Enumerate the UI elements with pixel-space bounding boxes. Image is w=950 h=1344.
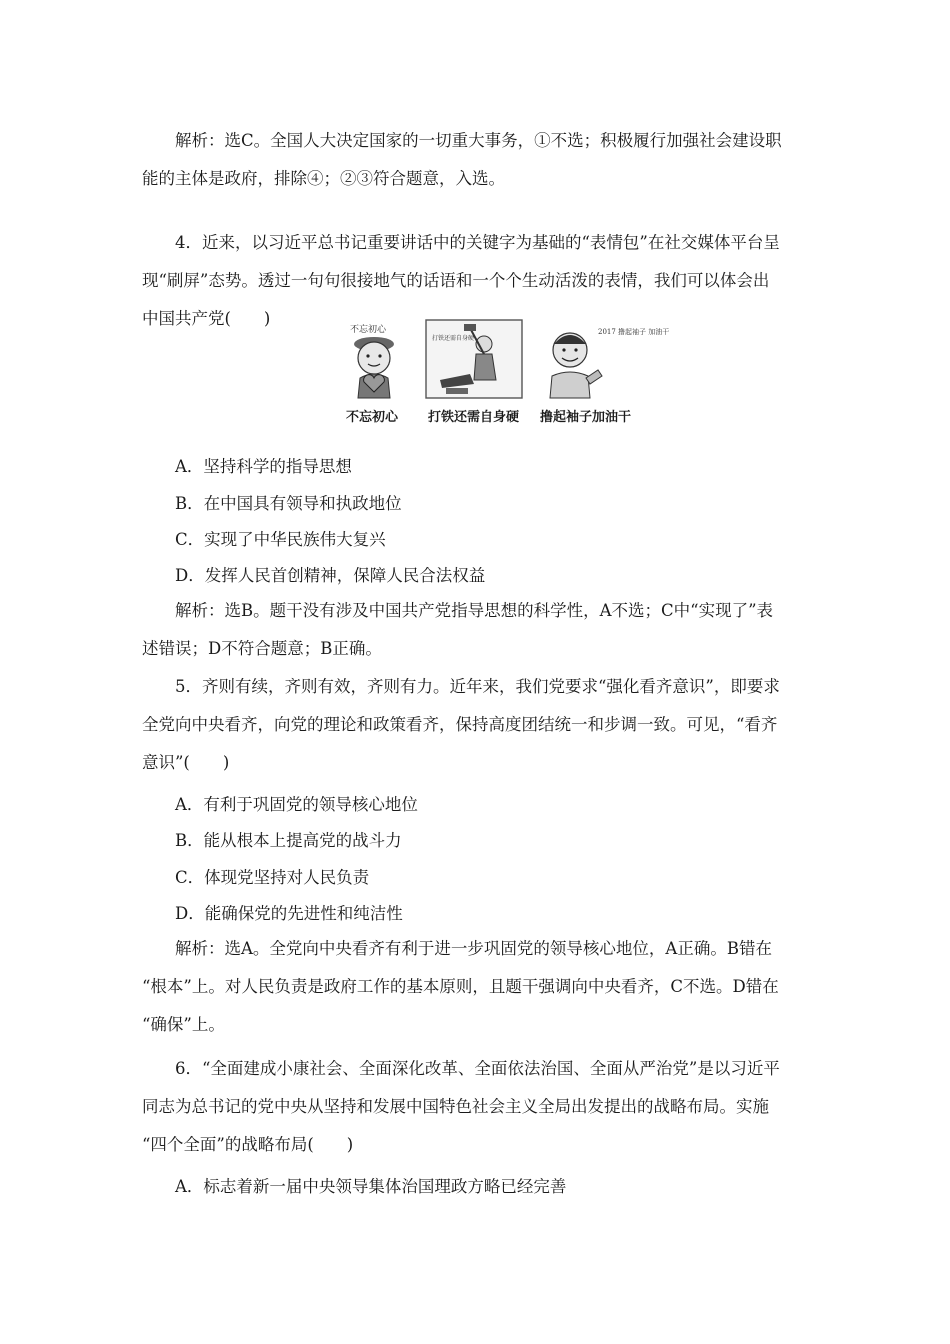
q5-analysis-line-3: “确保”上。 [142, 1015, 225, 1034]
figure-2-caption: 打铁还需自身硬 [428, 410, 520, 425]
emoji-roll-up-sleeves [540, 318, 670, 425]
q5-option-a: A．有利于巩固党的领导核心地位 [175, 795, 418, 814]
q5-analysis-line-1: 解析：选A。全党向中央看齐有利于进一步巩固党的领导核心地位，A正确。B错在 [175, 939, 772, 958]
q4-option-a: A．坚持科学的指导思想 [175, 457, 352, 476]
q5-stem-line-2: 全党向中央看齐，向党的理论和政策看齐，保持高度团结统一和步调一致。可见，“看齐 [142, 715, 778, 734]
q5-option-c: C．体现党坚持对人民负责 [175, 868, 370, 887]
q6-stem-line-1: 6．“全面建成小康社会、全面深化改革、全面依法治国、全面从严治党”是以习近平 [175, 1059, 780, 1078]
q6-stem-line-2: 同志为总书记的党中央从坚持和发展中国特色社会主义全局出发提出的战略布局。实施 [142, 1097, 769, 1116]
q6-stem [142, 1050, 810, 1164]
q5-stem-line-1: 5．齐则有续，齐则有效，齐则有力。近年来，我们党要求“强化看齐意识”，即要求 [175, 677, 780, 696]
q5-stem-line-3: 意识”( ) [142, 753, 230, 772]
q6-stem-line-3: “四个全面”的战略布局( ) [142, 1135, 354, 1154]
q4-analysis [142, 592, 810, 668]
q5-option-d: D．能确保党的先进性和纯洁性 [175, 904, 403, 923]
q5-analysis [142, 930, 810, 1044]
q3-analysis [142, 122, 810, 198]
q4-stem-line-2: 现“刷屏”态势。透过一句句很接地气的话语和一个个生动活泼的表情，我们可以体会出 [142, 271, 770, 290]
q5-option-b: B．能从根本上提高党的战斗力 [175, 831, 402, 850]
figure-3-inner-text: 2017 撸起袖子 加油干 [598, 328, 670, 336]
q5-analysis-line-2: “根本”上。对人民负责是政府工作的基本原则，且题干强调向中央看齐，C不选。D错在 [142, 977, 779, 996]
figure-2-inner-text: 打铁还需自身硬 [432, 335, 475, 342]
q4-analysis-line-2: 述错误；D不符合题意；B正确。 [142, 639, 382, 658]
q4-option-d: D．发挥人民首创精神，保障人民合法权益 [175, 566, 486, 585]
q3-analysis-line-1: 解析：选C。全国人大决定国家的一切重大事务，①不选；积极履行加强社会建设职 [175, 131, 782, 150]
q4-option-b: B．在中国具有领导和执政地位 [175, 494, 402, 513]
soldier-heart-illustration [336, 318, 416, 400]
figure-1-inner-text: 不忘初心 [350, 325, 387, 335]
q3-analysis-line-2: 能的主体是政府，排除④；②③符合题意，入选。 [142, 169, 505, 188]
q4-analysis-line-1: 解析：选B。题干没有涉及中国共产党指导思想的科学性，A不选；C中“实现了”表 [175, 601, 774, 620]
q4-stem-line-1: 4．近来，以习近平总书记重要讲话中的关键字为基础的“表情包”在社交媒体平台呈 [175, 233, 780, 252]
q5-stem [142, 668, 810, 782]
emoji-forge-iron [424, 318, 524, 425]
emoji-not-forget-original [336, 318, 416, 425]
q4-option-c: C．实现了中华民族伟大复兴 [175, 530, 386, 549]
q4-emoji-figure [336, 318, 670, 428]
figure-3-caption: 撸起袖子加油干 [540, 410, 632, 425]
figure-1-caption: 不忘初心 [346, 410, 399, 425]
blacksmith-illustration [424, 318, 524, 400]
man-sleeves-illustration [540, 318, 670, 400]
q6-option-a: A．标志着新一届中央领导集体治国理政方略已经完善 [175, 1177, 567, 1196]
q4-stem-line-3: 中国共产党( ) [142, 309, 271, 328]
